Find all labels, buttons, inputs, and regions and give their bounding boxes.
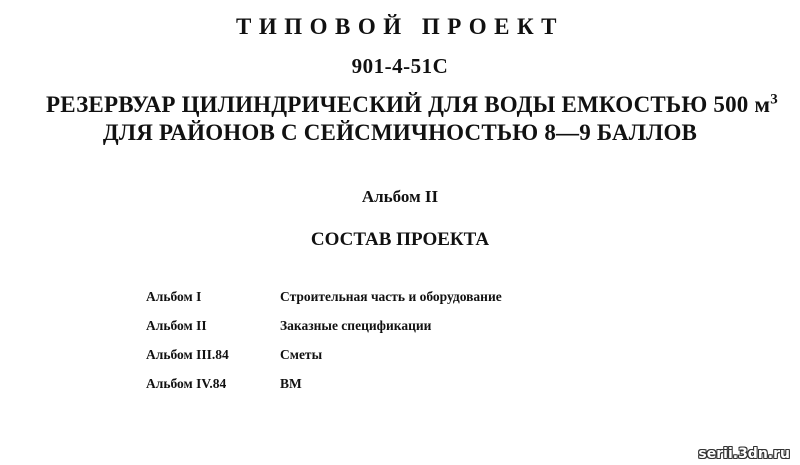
contents-album-name: Альбом II (146, 318, 207, 333)
album-label: Альбом II (361, 187, 439, 206)
project-title-line-2: ДЛЯ РАЙОНОВ С СЕЙСМИЧНОСТЬЮ 8—9 БАЛЛОВ (102, 120, 698, 145)
project-title-line-1-text: РЕЗЕРВУАР ЦИЛИНДРИЧЕСКИЙ ДЛЯ ВОДЫ ЕМКОСТЬЮ 500 м (46, 92, 771, 117)
contents-album-description: Сметы (280, 347, 323, 362)
section-title: СОСТАВ ПРОЕКТА (310, 229, 490, 250)
document-type-heading: ТИПОВОЙ ПРОЕКТ (236, 14, 564, 39)
document-number: 901-4-51С (351, 54, 449, 78)
contents-album-description: ВМ (280, 376, 302, 391)
contents-album-description: Строительная часть и оборудование (280, 289, 502, 304)
contents-album-name: Альбом IV.84 (146, 376, 227, 391)
contents-album-name: Альбом III.84 (146, 347, 229, 362)
unit-superscript: 3 (770, 91, 778, 108)
watermark-text: serii.3dn.ru (698, 446, 790, 462)
project-title-line-1 (12, 92, 800, 118)
contents-album-description: Заказные спецификации (280, 318, 432, 333)
contents-album-name: Альбом I (146, 289, 202, 304)
